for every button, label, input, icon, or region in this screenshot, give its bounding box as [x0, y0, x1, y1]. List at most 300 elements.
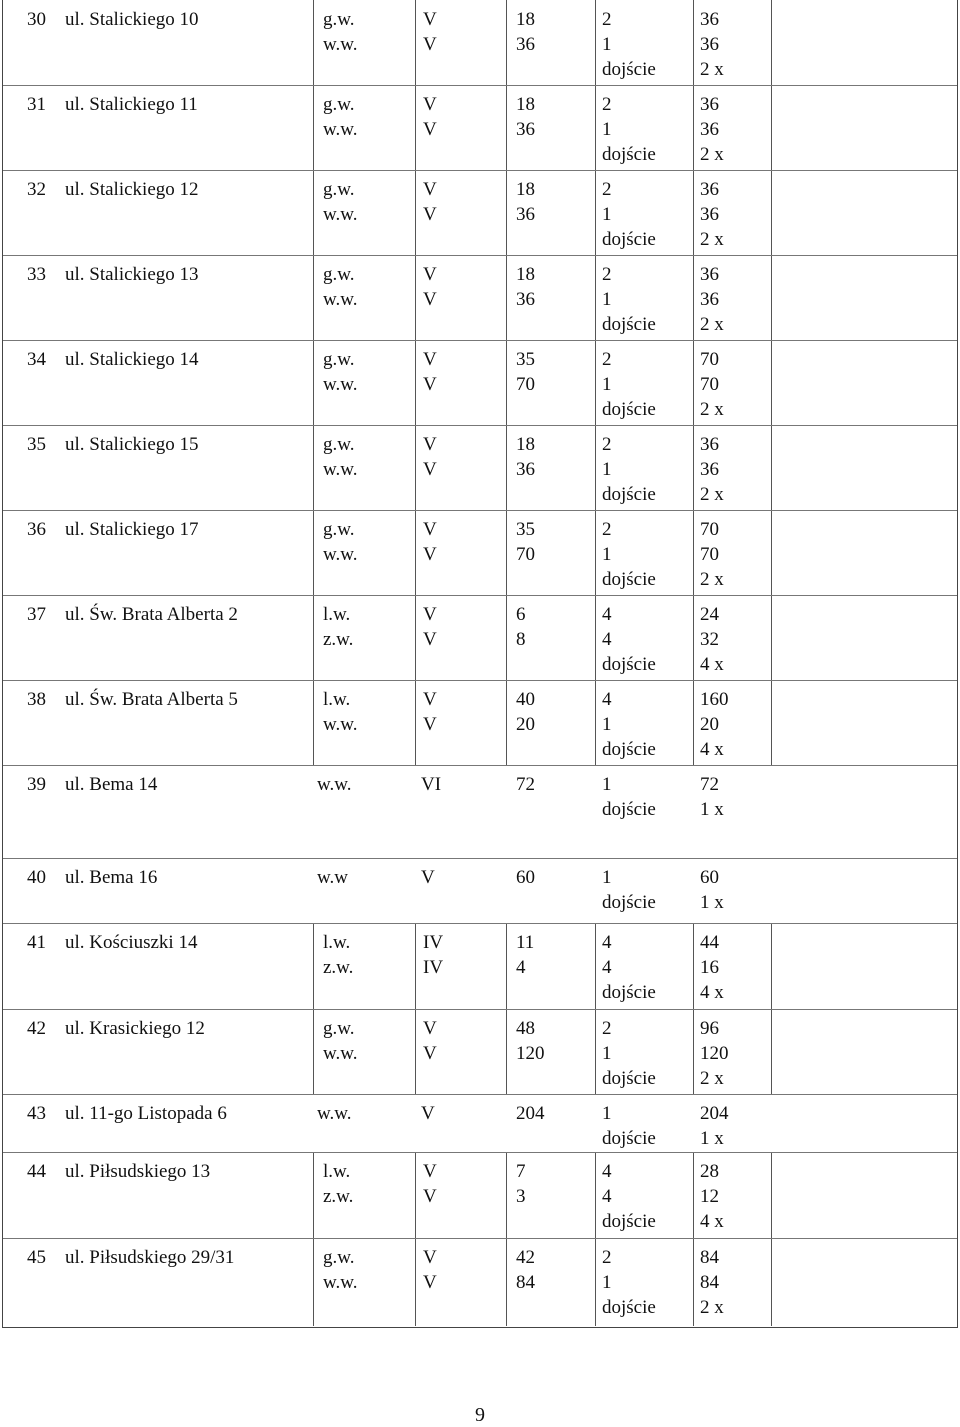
class-value: V [423, 289, 437, 310]
quantity-value: 36 [516, 34, 535, 55]
column-divider [313, 1152, 314, 1238]
total-value: 36 [700, 204, 719, 225]
column-divider [595, 1152, 596, 1238]
row-number: 43 [27, 1103, 46, 1124]
quantity-value: 40 [516, 689, 535, 710]
class-value: V [423, 204, 437, 225]
column-divider [313, 595, 314, 680]
total-value: 160 [700, 689, 729, 710]
total-value: 1 x [700, 892, 724, 913]
class-value: IV [423, 957, 444, 978]
column-divider [771, 340, 772, 425]
entries-value: 4 [602, 604, 612, 625]
column-divider [313, 425, 314, 510]
class-value: V [423, 1018, 437, 1039]
column-divider [313, 255, 314, 340]
class-value: V [423, 349, 437, 370]
building-type: w.w. [323, 374, 358, 395]
street-address: ul. Kościuszki 14 [65, 932, 198, 953]
entries-value: dojście [602, 569, 656, 590]
column-divider [595, 1009, 596, 1094]
class-value: V [423, 434, 437, 455]
building-type: g.w. [323, 1018, 355, 1039]
column-divider [693, 923, 694, 1009]
entries-value: 4 [602, 689, 612, 710]
total-value: 120 [700, 1043, 729, 1064]
row-divider [3, 923, 957, 924]
street-address: ul. Bema 14 [65, 774, 158, 795]
quantity-value: 70 [516, 374, 535, 395]
row-divider [3, 680, 957, 681]
quantity-value: 6 [516, 604, 526, 625]
column-divider [693, 255, 694, 340]
entries-value: 1 [602, 374, 612, 395]
column-divider [506, 0, 507, 85]
total-value: 24 [700, 604, 719, 625]
column-divider [595, 340, 596, 425]
column-divider [415, 425, 416, 510]
street-address: ul. 11-go Listopada 6 [65, 1103, 227, 1124]
total-value: 16 [700, 957, 719, 978]
total-value: 1 x [700, 799, 724, 820]
column-divider [693, 1009, 694, 1094]
building-type: w.w. [323, 714, 358, 735]
entries-value: 1 [602, 34, 612, 55]
building-type: w.w. [323, 1043, 358, 1064]
building-type: w.w. [323, 289, 358, 310]
column-divider [415, 170, 416, 255]
row-number: 41 [27, 932, 46, 953]
building-type: g.w. [323, 264, 355, 285]
total-value: 44 [700, 932, 719, 953]
street-address: ul. Stalickiego 12 [65, 179, 199, 200]
column-divider [313, 1238, 314, 1326]
street-address: ul. Św. Brata Alberta 2 [65, 604, 238, 625]
class-value: V [423, 179, 437, 200]
street-address: ul. Piłsudskiego 29/31 [65, 1247, 235, 1268]
row-divider [3, 858, 957, 859]
column-divider [415, 680, 416, 765]
class-value: V [423, 714, 437, 735]
column-divider [313, 85, 314, 170]
row-number: 32 [27, 179, 46, 200]
total-value: 60 [700, 867, 719, 888]
quantity-value: 18 [516, 264, 535, 285]
entries-value: 1 [602, 1043, 612, 1064]
total-value: 1 x [700, 1128, 724, 1149]
column-divider [415, 0, 416, 85]
entries-value: 4 [602, 1186, 612, 1207]
class-value: VI [421, 774, 442, 795]
row-number: 31 [27, 94, 46, 115]
entries-value: 1 [602, 459, 612, 480]
total-value: 2 x [700, 1068, 724, 1089]
building-type: l.w. [323, 932, 351, 953]
column-divider [506, 1152, 507, 1238]
total-value: 20 [700, 714, 719, 735]
column-divider [771, 680, 772, 765]
street-address: ul. Piłsudskiego 13 [65, 1161, 211, 1182]
column-divider [771, 1009, 772, 1094]
class-value: V [423, 264, 437, 285]
class-value: V [423, 34, 437, 55]
building-type: w.w. [323, 119, 358, 140]
entries-value: 1 [602, 774, 612, 795]
column-divider [595, 0, 596, 85]
street-address: ul. Krasickiego 12 [65, 1018, 205, 1039]
building-type: g.w. [323, 519, 355, 540]
total-value: 72 [700, 774, 719, 795]
column-divider [771, 1152, 772, 1238]
entries-value: 2 [602, 94, 612, 115]
quantity-value: 18 [516, 94, 535, 115]
entries-value: 2 [602, 349, 612, 370]
entries-value: dojście [602, 739, 656, 760]
total-value: 36 [700, 434, 719, 455]
quantity-value: 11 [516, 932, 535, 953]
row-divider [3, 1094, 957, 1095]
column-divider [771, 595, 772, 680]
quantity-value: 70 [516, 544, 535, 565]
column-divider [693, 1238, 694, 1326]
column-divider [771, 1238, 772, 1326]
building-type: z.w. [323, 957, 354, 978]
quantity-value: 84 [516, 1272, 535, 1293]
class-value: V [421, 1103, 435, 1124]
street-address: ul. Stalickiego 13 [65, 264, 199, 285]
column-divider [415, 85, 416, 170]
building-type: l.w. [323, 604, 351, 625]
street-address: ul. Stalickiego 14 [65, 349, 199, 370]
building-type: l.w. [323, 689, 351, 710]
quantity-value: 18 [516, 179, 535, 200]
column-divider [506, 170, 507, 255]
column-divider [415, 1238, 416, 1326]
class-value: V [423, 629, 437, 650]
building-type: w.w. [323, 204, 358, 225]
total-value: 2 x [700, 59, 724, 80]
entries-value: dojście [602, 1068, 656, 1089]
quantity-value: 18 [516, 434, 535, 455]
column-divider [771, 255, 772, 340]
entries-value: 1 [602, 204, 612, 225]
column-divider [506, 680, 507, 765]
row-number: 33 [27, 264, 46, 285]
class-value: V [423, 1161, 437, 1182]
entries-value: dojście [602, 1211, 656, 1232]
total-value: 36 [700, 289, 719, 310]
building-type: g.w. [323, 9, 355, 30]
column-divider [313, 680, 314, 765]
quantity-value: 36 [516, 119, 535, 140]
row-number: 36 [27, 519, 46, 540]
row-divider [3, 595, 957, 596]
total-value: 36 [700, 34, 719, 55]
entries-value: 4 [602, 932, 612, 953]
total-value: 70 [700, 519, 719, 540]
entries-value: dojście [602, 1128, 656, 1149]
building-type: w.w. [323, 34, 358, 55]
column-divider [693, 85, 694, 170]
quantity-value: 18 [516, 9, 535, 30]
total-value: 96 [700, 1018, 719, 1039]
entries-value: 2 [602, 264, 612, 285]
row-number: 35 [27, 434, 46, 455]
total-value: 70 [700, 349, 719, 370]
row-divider [3, 85, 957, 86]
class-value: V [423, 544, 437, 565]
quantity-value: 72 [516, 774, 535, 795]
class-value: V [423, 1043, 437, 1064]
street-address: ul. Św. Brata Alberta 5 [65, 689, 238, 710]
total-value: 2 x [700, 144, 724, 165]
row-divider [3, 1238, 957, 1239]
column-divider [693, 425, 694, 510]
total-value: 84 [700, 1247, 719, 1268]
entries-value: dojście [602, 1297, 656, 1318]
entries-value: dojście [602, 229, 656, 250]
column-divider [415, 1152, 416, 1238]
building-type: w.w. [323, 459, 358, 480]
class-value: V [423, 1186, 437, 1207]
column-divider [595, 1238, 596, 1326]
column-divider [415, 595, 416, 680]
building-type: w.w [317, 867, 348, 888]
row-divider [3, 255, 957, 256]
total-value: 28 [700, 1161, 719, 1182]
column-divider [771, 170, 772, 255]
building-type: g.w. [323, 434, 355, 455]
total-value: 36 [700, 459, 719, 480]
column-divider [506, 85, 507, 170]
building-type: w.w. [317, 1103, 352, 1124]
building-type: l.w. [323, 1161, 351, 1182]
column-divider [313, 923, 314, 1009]
building-type: z.w. [323, 629, 354, 650]
total-value: 70 [700, 374, 719, 395]
class-value: V [421, 867, 435, 888]
quantity-value: 60 [516, 867, 535, 888]
column-divider [595, 170, 596, 255]
building-type: w.w. [323, 544, 358, 565]
class-value: V [423, 9, 437, 30]
quantity-value: 35 [516, 519, 535, 540]
street-address: ul. Bema 16 [65, 867, 158, 888]
column-divider [506, 923, 507, 1009]
street-address: ul. Stalickiego 11 [65, 94, 198, 115]
quantity-value: 7 [516, 1161, 526, 1182]
building-type: g.w. [323, 349, 355, 370]
row-divider [3, 425, 957, 426]
row-number: 45 [27, 1247, 46, 1268]
total-value: 2 x [700, 229, 724, 250]
column-divider [313, 170, 314, 255]
column-divider [506, 255, 507, 340]
entries-value: dojście [602, 982, 656, 1003]
column-divider [693, 0, 694, 85]
entries-value: 1 [602, 289, 612, 310]
quantity-value: 48 [516, 1018, 535, 1039]
column-divider [313, 340, 314, 425]
column-divider [595, 510, 596, 595]
entries-value: dojście [602, 799, 656, 820]
row-number: 30 [27, 9, 46, 30]
column-divider [771, 923, 772, 1009]
total-value: 4 x [700, 982, 724, 1003]
entries-value: 1 [602, 714, 612, 735]
entries-value: 1 [602, 867, 612, 888]
street-address: ul. Stalickiego 10 [65, 9, 199, 30]
total-value: 4 x [700, 1211, 724, 1232]
row-divider [3, 765, 957, 766]
column-divider [771, 510, 772, 595]
total-value: 36 [700, 9, 719, 30]
entries-value: 1 [602, 119, 612, 140]
class-value: V [423, 94, 437, 115]
column-divider [595, 680, 596, 765]
entries-value: 4 [602, 957, 612, 978]
row-number: 34 [27, 349, 46, 370]
entries-value: 1 [602, 1272, 612, 1293]
class-value: V [423, 604, 437, 625]
row-divider [3, 1152, 957, 1153]
class-value: V [423, 374, 437, 395]
column-divider [415, 1009, 416, 1094]
total-value: 2 x [700, 314, 724, 335]
row-number: 44 [27, 1161, 46, 1182]
column-divider [506, 595, 507, 680]
quantity-value: 42 [516, 1247, 535, 1268]
total-value: 36 [700, 94, 719, 115]
column-divider [506, 340, 507, 425]
quantity-value: 3 [516, 1186, 526, 1207]
row-number: 37 [27, 604, 46, 625]
column-divider [313, 1009, 314, 1094]
building-type: w.w. [323, 1272, 358, 1293]
total-value: 36 [700, 264, 719, 285]
entries-value: 1 [602, 1103, 612, 1124]
total-value: 36 [700, 179, 719, 200]
column-divider [415, 340, 416, 425]
column-divider [771, 425, 772, 510]
entries-value: dojście [602, 654, 656, 675]
row-divider [3, 510, 957, 511]
entries-value: dojście [602, 59, 656, 80]
entries-value: 2 [602, 1018, 612, 1039]
quantity-value: 35 [516, 349, 535, 370]
row-number: 38 [27, 689, 46, 710]
class-value: IV [423, 932, 444, 953]
column-divider [693, 1152, 694, 1238]
total-value: 2 x [700, 1297, 724, 1318]
total-value: 84 [700, 1272, 719, 1293]
column-divider [313, 0, 314, 85]
column-divider [506, 1238, 507, 1326]
row-number: 42 [27, 1018, 46, 1039]
column-divider [693, 510, 694, 595]
entries-value: 2 [602, 179, 612, 200]
quantity-value: 20 [516, 714, 535, 735]
building-type: w.w. [317, 774, 352, 795]
column-divider [693, 340, 694, 425]
entries-value: 4 [602, 1161, 612, 1182]
street-address: ul. Stalickiego 17 [65, 519, 199, 540]
quantity-value: 4 [516, 957, 526, 978]
quantity-value: 204 [516, 1103, 545, 1124]
class-value: V [423, 1247, 437, 1268]
street-address: ul. Stalickiego 15 [65, 434, 199, 455]
class-value: V [423, 519, 437, 540]
total-value: 4 x [700, 654, 724, 675]
entries-value: 2 [602, 9, 612, 30]
column-divider [595, 923, 596, 1009]
total-value: 32 [700, 629, 719, 650]
building-type: g.w. [323, 1247, 355, 1268]
quantity-value: 36 [516, 289, 535, 310]
quantity-value: 36 [516, 459, 535, 480]
column-divider [693, 170, 694, 255]
entries-value: dojście [602, 314, 656, 335]
total-value: 4 x [700, 739, 724, 760]
entries-value: 4 [602, 629, 612, 650]
building-type: z.w. [323, 1186, 354, 1207]
buildings-table [2, 0, 958, 1328]
column-divider [771, 85, 772, 170]
entries-value: dojście [602, 892, 656, 913]
quantity-value: 8 [516, 629, 526, 650]
column-divider [415, 255, 416, 340]
class-value: V [423, 1272, 437, 1293]
column-divider [595, 595, 596, 680]
entries-value: dojście [602, 144, 656, 165]
column-divider [313, 510, 314, 595]
class-value: V [423, 459, 437, 480]
total-value: 2 x [700, 399, 724, 420]
quantity-value: 120 [516, 1043, 545, 1064]
entries-value: 2 [602, 1247, 612, 1268]
column-divider [415, 923, 416, 1009]
entries-value: 2 [602, 519, 612, 540]
column-divider [595, 425, 596, 510]
row-divider [3, 340, 957, 341]
class-value: V [423, 689, 437, 710]
column-divider [415, 510, 416, 595]
column-divider [595, 255, 596, 340]
entries-value: 2 [602, 434, 612, 455]
quantity-value: 36 [516, 204, 535, 225]
total-value: 2 x [700, 569, 724, 590]
entries-value: dojście [602, 484, 656, 505]
entries-value: dojście [602, 399, 656, 420]
column-divider [506, 1009, 507, 1094]
total-value: 2 x [700, 484, 724, 505]
column-divider [506, 510, 507, 595]
entries-value: 1 [602, 544, 612, 565]
total-value: 204 [700, 1103, 729, 1124]
row-divider [3, 1009, 957, 1010]
column-divider [693, 680, 694, 765]
column-divider [771, 0, 772, 85]
total-value: 70 [700, 544, 719, 565]
column-divider [693, 595, 694, 680]
column-divider [506, 425, 507, 510]
building-type: g.w. [323, 179, 355, 200]
total-value: 36 [700, 119, 719, 140]
total-value: 12 [700, 1186, 719, 1207]
row-number: 40 [27, 867, 46, 888]
row-number: 39 [27, 774, 46, 795]
building-type: g.w. [323, 94, 355, 115]
